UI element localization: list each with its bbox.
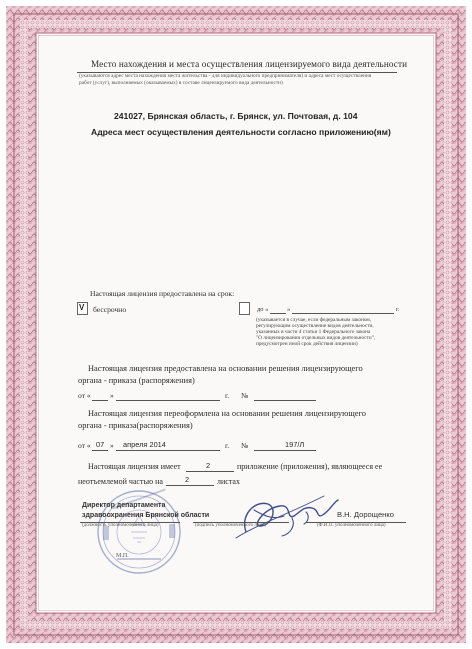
- basis-line-1: Настоящая лицензия предоставлена на основании решения лицензирующего: [88, 364, 363, 373]
- appendix-line-2-suffix: листах: [217, 477, 240, 486]
- handwritten-signature: [234, 486, 342, 544]
- signer-name: В.Н. Дорощенко: [337, 510, 394, 519]
- official-stamp: [93, 486, 185, 578]
- reissue-line-2: органа - приказа(распоряжения): [78, 421, 193, 430]
- perpetual-label: бессрочно: [93, 305, 127, 314]
- location-title: Место нахождения и места осуществления лицензируемого вида деятельности: [91, 59, 408, 69]
- reissue-number-prefix: №: [241, 441, 249, 450]
- reissue-number: 197/Л: [285, 440, 305, 449]
- basis-number-line: [254, 400, 316, 401]
- term-note-5: предусмотрен иной срок действия лицензии): [256, 341, 358, 347]
- appendix-count-line: [186, 471, 234, 472]
- appendix-count: 2: [206, 461, 211, 470]
- signer-position-1: Директор департамента: [82, 502, 166, 509]
- places-line: Адреса мест осуществления деятельности согласно приложению(ям): [91, 127, 391, 137]
- appendix-line-1-prefix: Настоящая лицензия имеет: [88, 462, 181, 471]
- term-note-4: "О лицензировании отдельных видов деятельности",: [256, 335, 376, 341]
- basis-date-prefix: от «: [78, 391, 91, 400]
- until-month-line: [292, 313, 394, 314]
- term-note-2: регулирующим осуществление видов деятельности,: [256, 323, 374, 329]
- term-note-1: (указывается в случае, если федеральным законом,: [256, 317, 372, 323]
- appendix-sheets: 2: [185, 475, 190, 484]
- until-prefix: до «: [257, 306, 269, 313]
- until-mid: »: [287, 306, 291, 313]
- reissue-number-line: [254, 450, 316, 451]
- location-note-1: (указываются адрес места нахождения места жительства - для индивидуального предпринимателя) и адреса мест осуществления: [79, 73, 372, 79]
- appendix-line-1-suffix: приложение (приложения), являющееся ее: [237, 462, 383, 471]
- name-caption: (Ф.И.О. уполномоченного лица): [317, 523, 386, 528]
- basis-day-line: [92, 400, 108, 401]
- until-suffix: г.: [396, 306, 400, 313]
- basis-date-mid: »: [110, 391, 114, 400]
- position-caption: (должность уполномоченного лица): [82, 523, 159, 528]
- signature-caption: (подпись уполномоченного лица): [195, 523, 267, 528]
- basis-year-suffix: г.: [225, 391, 230, 400]
- reissue-date-mid: »: [110, 441, 114, 450]
- basis-line-2: органа - приказа (распоряжения): [78, 376, 195, 385]
- until-checkbox: [239, 302, 250, 315]
- reissue-date-prefix: от «: [78, 441, 91, 450]
- reissue-month-year: апреля 2014: [123, 440, 166, 449]
- until-day-line: [270, 313, 286, 314]
- location-note-2: работ (услуг), выполняемых (оказываемых) в составе лицензируемого вида деятельности): [79, 80, 283, 86]
- address-line: 241027, Брянская область, г. Брянск, ул. Почтовая, д. 104: [114, 111, 358, 121]
- reissue-day: 07: [96, 440, 105, 449]
- reissue-year-suffix: г.: [225, 441, 230, 450]
- check-mark: V: [79, 303, 85, 312]
- reissue-line-1: Настоящая лицензия переоформлена на основании решения лицензирующего: [88, 409, 366, 418]
- term-intro: Настоящая лицензия предоставлена на срок:: [90, 289, 235, 298]
- term-note-3: указанных в части 4 статьи 1 Федерального закона: [256, 329, 371, 335]
- reissue-day-line: [92, 450, 108, 451]
- signer-position-2: здравоохранения Брянской области: [82, 512, 210, 519]
- basis-number-prefix: №: [241, 391, 249, 400]
- appendix-line-2-prefix: неотъемлемой частью на: [78, 477, 163, 486]
- reissue-month-line: [116, 450, 220, 451]
- stamp-place-label: М.П.: [116, 553, 129, 559]
- basis-month-line: [116, 400, 220, 401]
